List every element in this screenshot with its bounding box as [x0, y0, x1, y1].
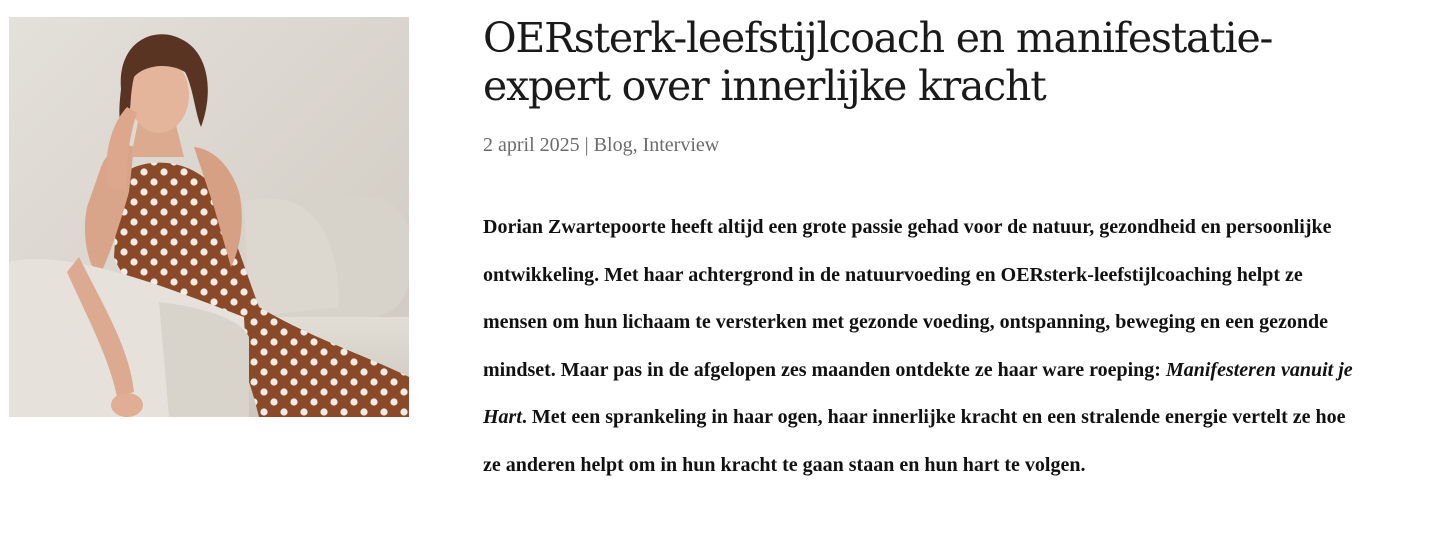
category-joiner: ,	[632, 134, 643, 156]
article-intro	[483, 204, 1363, 489]
article	[483, 14, 1383, 509]
article-photo	[9, 17, 409, 417]
category-link-interview[interactable]: Interview	[642, 134, 720, 156]
intro-text-part1: Dorian Zwartepoorte heeft altijd een grote passie gehad voor de natuur, gezondheid en persoonlijke ontwikkeling. Met haar achtergrond in de natuurvoeding en OERsterk-leefstijlcoaching helpt ze mensen om hun lichaam te versterken met gezonde voeding, ontspanning, beweging en een gezonde mindset. Maar pas in de afgelopen zes maanden ontdekte ze haar ware roeping:	[483, 216, 1332, 381]
category-link-blog[interactable]: Blog	[593, 134, 633, 156]
article-title: OERsterk-leefstijlcoach en manifestatie-expert over innerlijke kracht	[483, 14, 1273, 110]
intro-text-part2: . Met een sprankeling in haar ogen, haar innerlijke kracht en een stralende energie vertelt ze hoe ze anderen helpt om in hun kracht te gaan staan en hun hart te volgen.	[483, 406, 1346, 476]
article-meta	[483, 132, 1383, 158]
meta-separator: |	[579, 134, 594, 156]
post-date: 2 april 2025	[483, 134, 580, 156]
intro-emphasis: Manifesteren vanuit je Hart	[483, 358, 1353, 428]
